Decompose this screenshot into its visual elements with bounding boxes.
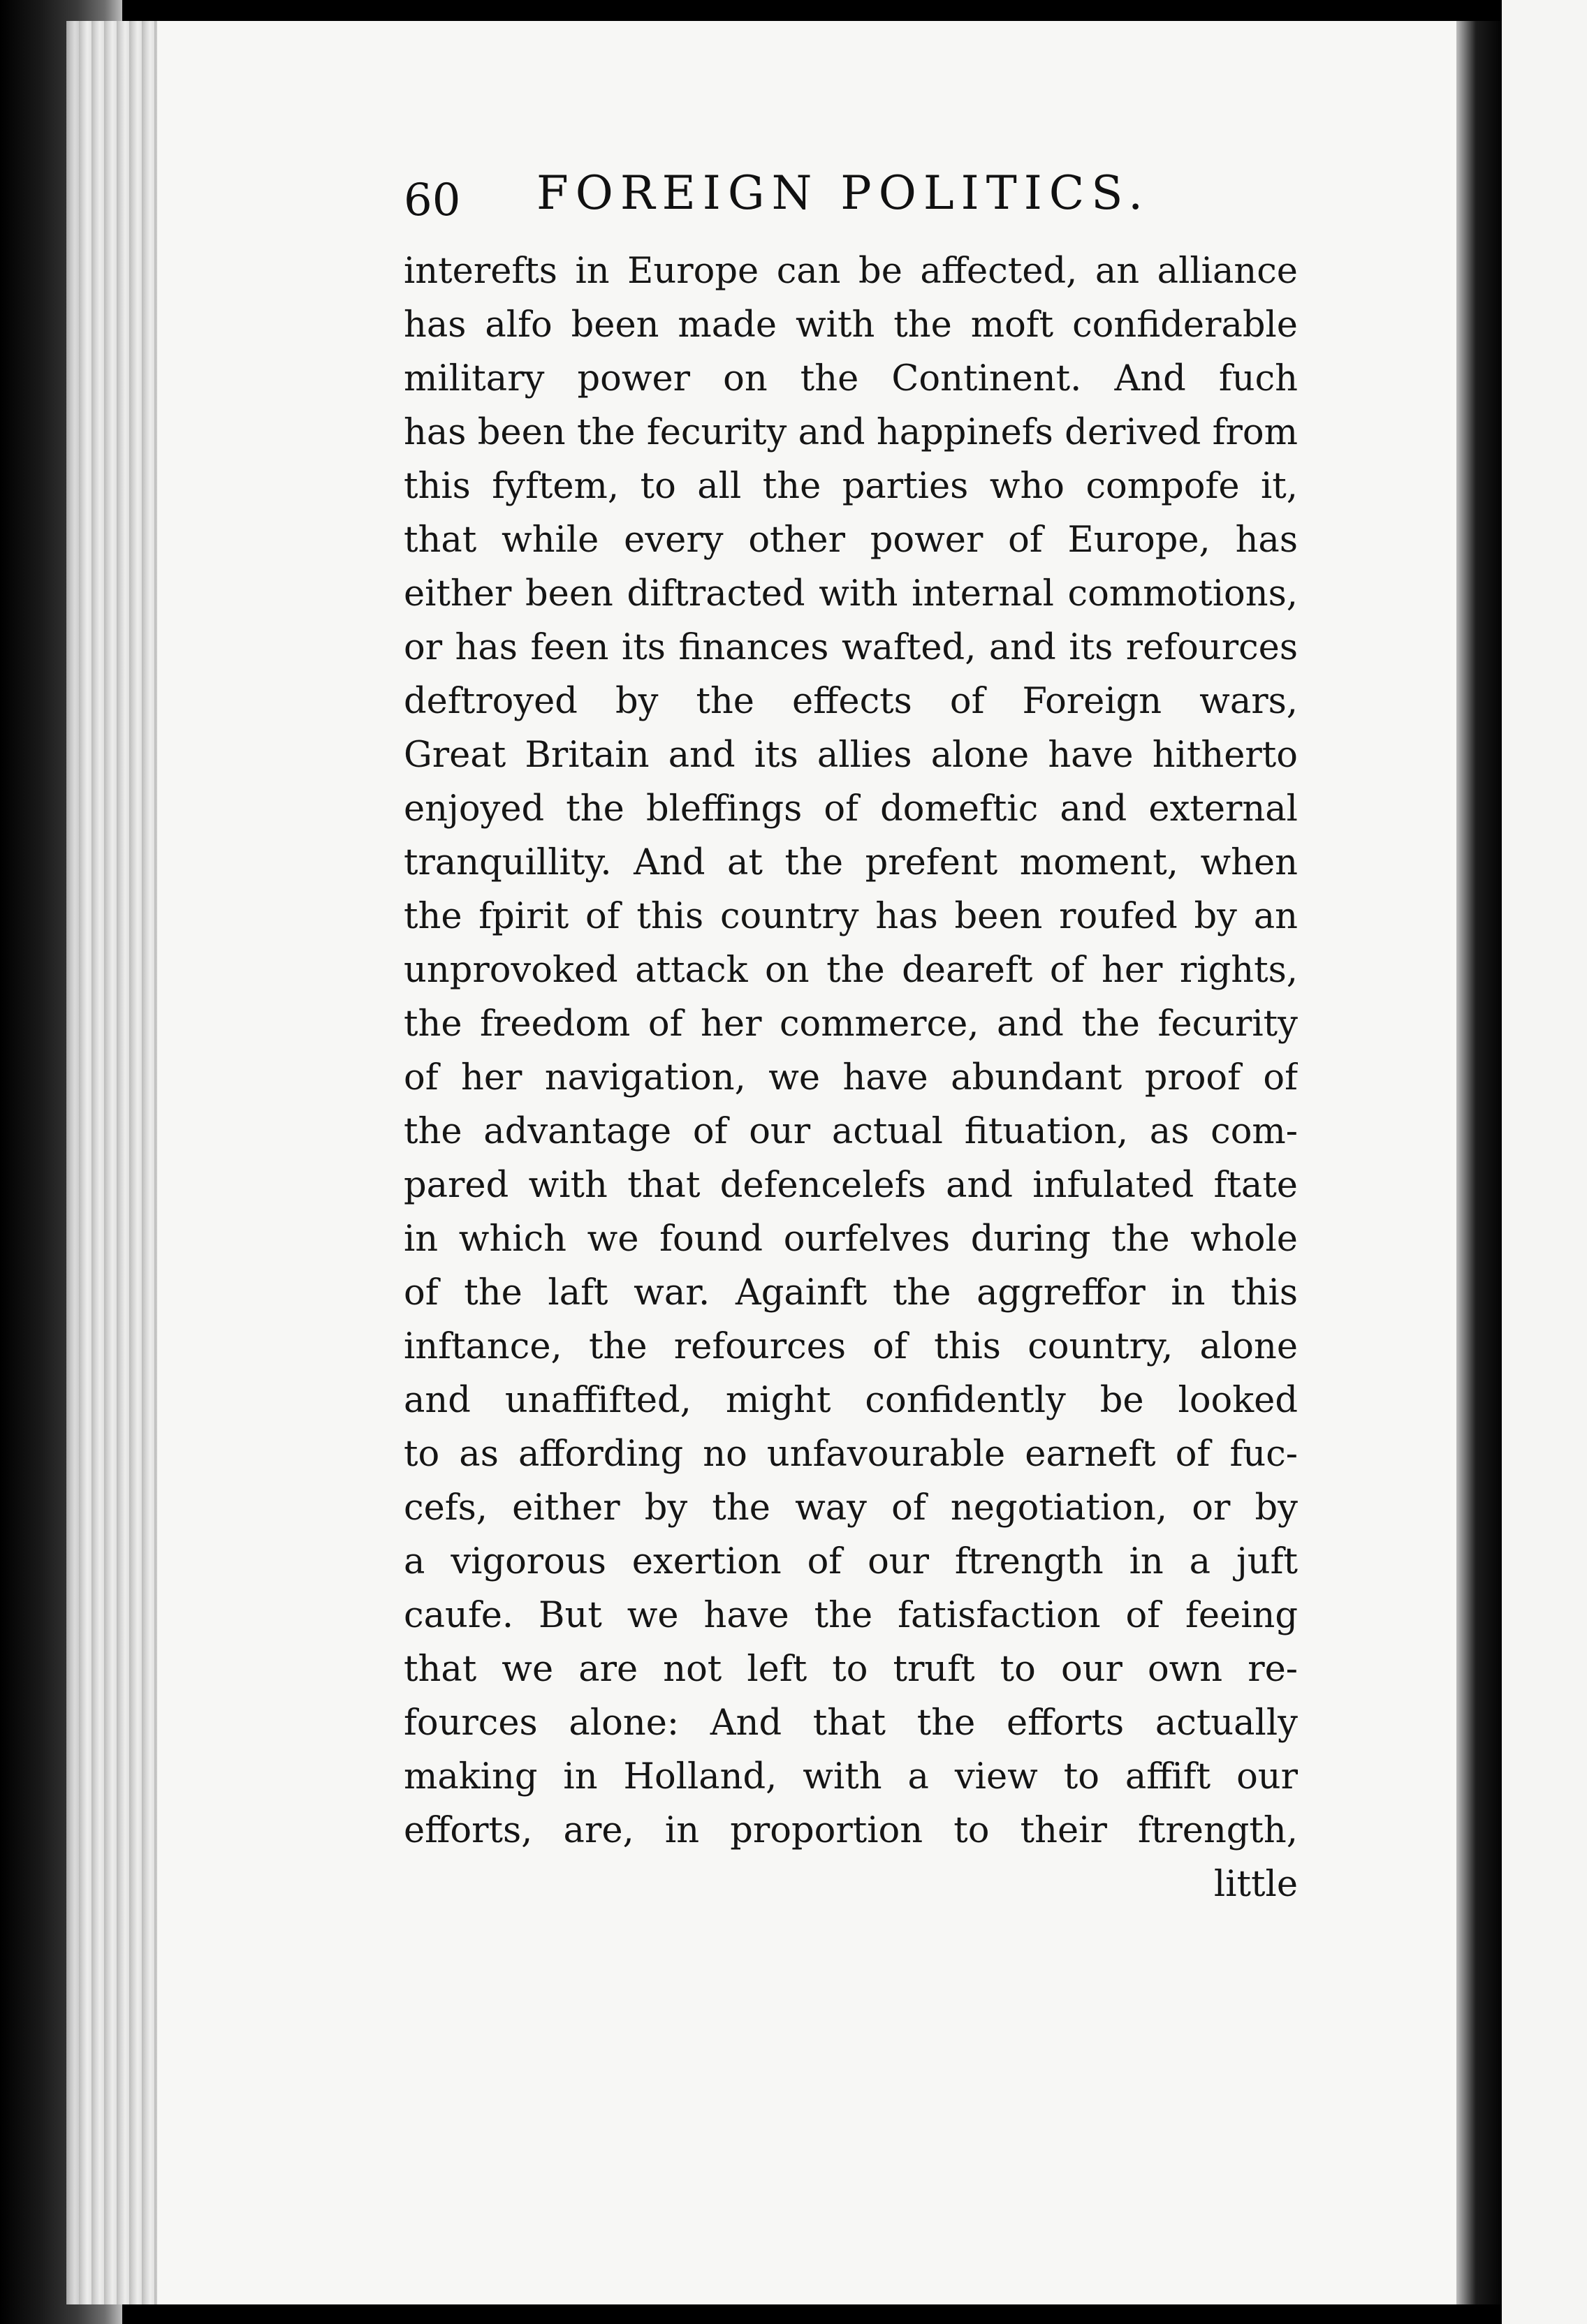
text-line: military power on the Continent. And fuch [404,358,1298,399]
text-line: pared with that defencelefs and infulated ftate [404,1165,1298,1206]
body-text [404,244,1298,1911]
page-edge [66,21,157,2304]
text-line: or has feen its finances wafted, and its refources [404,627,1298,668]
text-line: of the laft war. Againft the aggreffor in this [404,1272,1298,1314]
text-line: tranquillity. And at the prefent moment, when [404,842,1298,883]
text-line: has been the fecurity and happinefs derived from [404,412,1298,453]
text-line: caufe. But we have the fatisfaction of feeing [404,1595,1298,1636]
text-line: unprovoked attack on the deareft of her rights, [404,950,1298,991]
text-line: this fyftem, to all the parties who compofe it, [404,466,1298,507]
text-line: and unaffifted, might confidently be looked [404,1380,1298,1421]
text-line: a vigorous exertion of our ftrength in a juft [404,1541,1298,1582]
text-line: to as affording no unfavourable earneft of fuc- [404,1434,1298,1475]
text-line: that while every other power of Europe, has [404,520,1298,561]
running-title: FOREIGN POLITICS. [536,166,1150,220]
text-line: the fpirit of this country has been roufed by an [404,896,1298,937]
text-line: interefts in Europe can be affected, an alliance [404,251,1298,292]
page-header [404,162,1207,239]
text-line: that we are not left to truft to our own re- [404,1649,1298,1690]
text-line: the freedom of her commerce, and the fecurity [404,1003,1298,1045]
facing-page [1502,0,1587,2324]
text-line: deftroyed by the effects of Foreign wars, [404,681,1298,722]
text-line: efforts, are, in proportion to their ftrength, [404,1810,1298,1851]
text-line: making in Holland, with a view to affift our [404,1756,1298,1797]
text-line: fources alone: And that the efforts actually [404,1702,1298,1744]
text-line: either been diftracted with internal commotions, [404,573,1298,615]
text-line: has alfo been made with the moft confiderable [404,304,1298,346]
spine-shadow [1456,21,1505,2304]
text-line: the advantage of our actual fituation, as com- [404,1111,1298,1152]
page-number: 60 [404,175,461,226]
text-line: inftance, the refources of this country, alone [404,1326,1298,1367]
text-line: in which we found ourfelves during the whole [404,1219,1298,1260]
text-line: Great Britain and its allies alone have hitherto [404,735,1298,776]
catchword: little [1213,1864,1298,1905]
text-line: enjoyed the bleffings of domeftic and external [404,788,1298,830]
text-line: cefs, either by the way of negotiation, or by [404,1487,1298,1529]
text-line: of her navigation, we have abundant proof of [404,1057,1298,1098]
